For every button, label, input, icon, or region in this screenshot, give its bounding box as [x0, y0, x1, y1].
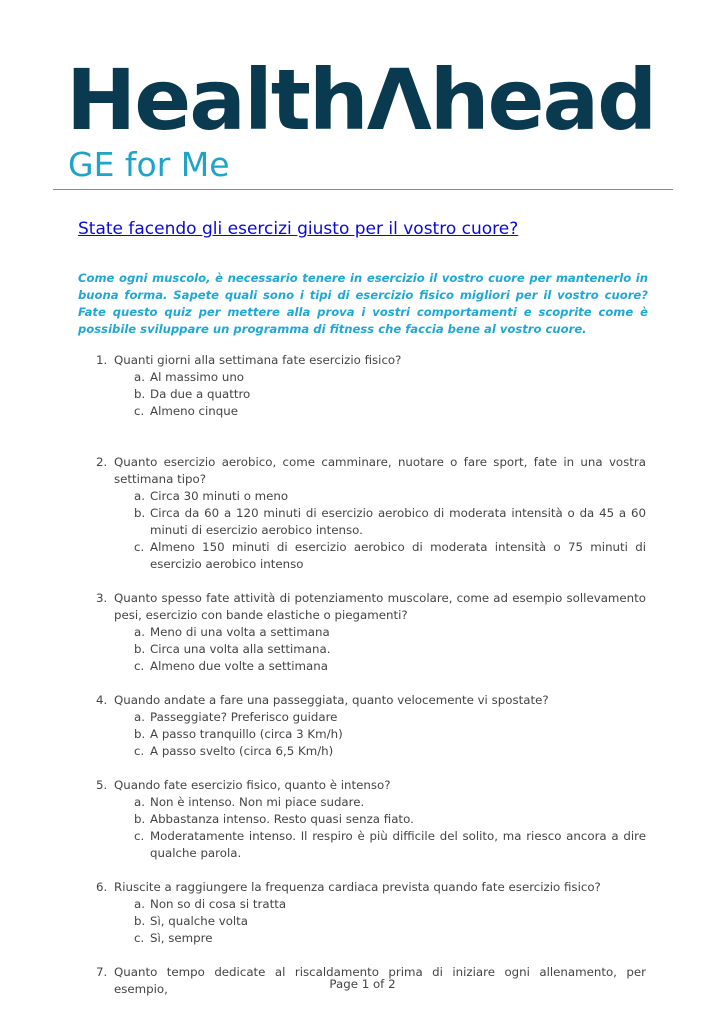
option-letter: b. [134, 642, 146, 656]
answer-option [0, 386, 646, 403]
option-text: Almeno due volte a settimana [150, 659, 328, 673]
answer-option [0, 811, 646, 828]
option-text: Sì, qualche volta [150, 914, 249, 928]
spacer [0, 437, 725, 454]
question-item [0, 692, 646, 709]
answer-option [0, 930, 646, 947]
spacer [0, 420, 725, 437]
option-letter: b. [134, 506, 146, 520]
quiz-questions [0, 352, 725, 998]
option-text: Non è intenso. Non mi piace sudare. [150, 795, 365, 809]
healthahead-logo: HealthΛhead [66, 51, 656, 149]
question-number: 2. [96, 455, 108, 469]
question-text: Quanto esercizio aerobico, come camminare, nuotare o fare sport, fate in una vostra settimana tipo? [114, 455, 646, 486]
answer-option [0, 403, 646, 420]
answer-option [0, 369, 646, 386]
option-text: Non so di cosa si tratta [150, 897, 287, 911]
option-letter: a. [134, 370, 145, 384]
answer-option [0, 743, 646, 760]
option-letter: a. [134, 897, 145, 911]
answer-option [0, 505, 646, 539]
question-text: Quanto spesso fate attività di potenziamento muscolare, come ad esempio sollevamento pesi, esercizio con bande elastiche o piegamenti? [114, 591, 646, 622]
spacer [0, 947, 725, 964]
option-letter: b. [134, 387, 146, 401]
question-number: 6. [96, 880, 108, 894]
option-letter: c. [134, 540, 145, 554]
spacer [0, 862, 725, 879]
option-text: Meno di una volta a settimana [150, 625, 330, 639]
question-text: Quanti giorni alla settimana fate esercizio fisico? [114, 353, 402, 367]
answer-option [0, 539, 646, 573]
answer-option [0, 896, 646, 913]
option-text: Almeno cinque [150, 404, 239, 418]
answer-option [0, 624, 646, 641]
option-text: Sì, sempre [150, 931, 213, 945]
document-title-link[interactable]: State facendo gli esercizi giusto per il vostro cuore? [78, 219, 519, 239]
header-divider [53, 189, 673, 190]
answer-option [0, 658, 646, 675]
ge-for-me-subtitle: GE for Me [68, 145, 230, 184]
option-text: Passeggiate? Preferisco guidare [150, 710, 338, 724]
question-item [0, 879, 646, 896]
option-letter: c. [134, 744, 145, 758]
question-text: Quando andate a fare una passeggiata, quanto velocemente vi spostate? [114, 693, 549, 707]
question-number: 3. [96, 591, 108, 605]
question-item [0, 352, 646, 369]
option-letter: c. [134, 404, 145, 418]
question-item [0, 590, 646, 624]
question-text: Quanto tempo dedicate al riscaldamento prima di iniziare ogni allenamento, per esempio, [114, 965, 646, 996]
question-item [0, 777, 646, 794]
option-letter: a. [134, 489, 145, 503]
question-text: Riuscite a raggiungere la frequenza cardiaca prevista quando fate esercizio fisico? [114, 880, 601, 894]
answer-option [0, 641, 646, 658]
spacer [0, 675, 725, 692]
option-letter: c. [134, 931, 145, 945]
option-letter: a. [134, 795, 145, 809]
option-text: Da due a quattro [150, 387, 251, 401]
option-letter: c. [134, 659, 145, 673]
option-letter: a. [134, 625, 145, 639]
answer-option [0, 913, 646, 930]
question-number: 5. [96, 778, 108, 792]
option-text: A passo tranquillo (circa 3 Km/h) [150, 727, 343, 741]
option-text: Moderatamente intenso. Il respiro è più difficile del solito, ma riesco ancora a dire qualche parola. [150, 829, 646, 860]
option-text: Circa 30 minuti o meno [150, 489, 289, 503]
page-number: Page 1 of 2 [329, 977, 396, 991]
option-text: Almeno 150 minuti di esercizio aerobico di moderata intensità o 75 minuti di esercizio aerobico intenso [150, 540, 646, 571]
option-letter: b. [134, 727, 146, 741]
question-number: 4. [96, 693, 108, 707]
option-text: A passo svelto (circa 6,5 Km/h) [150, 744, 334, 758]
question-text: Quando fate esercizio fisico, quanto è intenso? [114, 778, 391, 792]
spacer [0, 760, 725, 777]
option-letter: a. [134, 710, 145, 724]
spacer [0, 573, 725, 590]
answer-option [0, 709, 646, 726]
question-number: 1. [96, 353, 108, 367]
option-text: Abbastanza intenso. Resto quasi senza fiato. [150, 812, 414, 826]
option-letter: b. [134, 914, 146, 928]
option-text: Circa una volta alla settimana. [150, 642, 331, 656]
answer-option [0, 488, 646, 505]
answer-option [0, 794, 646, 811]
answer-option [0, 828, 646, 862]
question-item [0, 454, 646, 488]
option-letter: c. [134, 829, 145, 843]
intro-paragraph: Come ogni muscolo, è necessario tenere in esercizio il vostro cuore per mantenerlo in buona forma. Sapete quali sono i tipi di esercizio fisico migliori per il vostro cuore? Fate questo quiz per mettere alla prova i vostri comportamenti e scoprite come è possibile sviluppare un programma di fitness che faccia bene al vostro cuore. [78, 271, 648, 336]
option-letter: b. [134, 812, 146, 826]
question-number: 7. [96, 965, 108, 979]
answer-option [0, 726, 646, 743]
option-text: Circa da 60 a 120 minuti di esercizio aerobico di moderata intensità o da 45 a 60 minuti di esercizio aerobico intenso. [150, 506, 646, 537]
option-text: Al massimo uno [150, 370, 245, 384]
